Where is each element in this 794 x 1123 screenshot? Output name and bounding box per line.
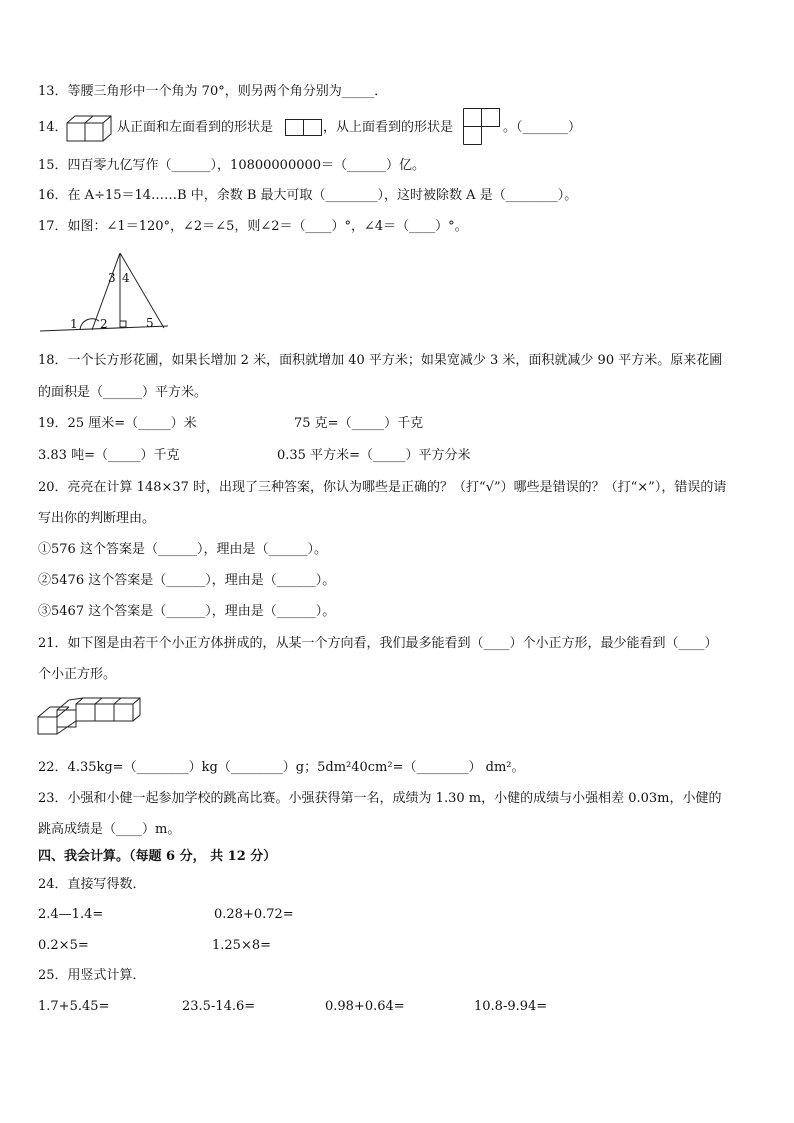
question-18-line1: 18．一个长方形花圃，如果长增加 2 米，面积就增加 40 平方米；如果宽减少 3 米，面积就减少 90 平方米。原来花圃 [38, 353, 723, 368]
question-14 [38, 119, 68, 137]
question-20-item-1-text: 576 这个答案是（______），理由是（______）。 [51, 542, 327, 557]
question-24-item-4: 1.25×8= [212, 938, 272, 953]
question-19-a: 19．25 厘米=（_____）米 [38, 416, 197, 431]
question-20-item-2 [38, 572, 335, 590]
question-20-line1: 20．亮亮在计算 148×37 时，出现了三种答案，你认为哪些是正确的？（打“√”）哪些是错误的？（打“×”），错误的请 [38, 480, 727, 495]
question-14-part2: ，从上面看到的形状是 [323, 120, 454, 135]
question-20-item-3-text: 5467 这个答案是（______），理由是（______）。 [51, 604, 336, 619]
angle-label-5: 5 [146, 316, 154, 330]
question-18-line2: 的面积是（______）平方米。 [38, 385, 208, 400]
question-20-line2: 写出你的判断理由。 [38, 511, 156, 526]
angle-label-3: 3 [108, 271, 116, 285]
circled-number-2: ② [38, 573, 52, 588]
section-4-heading: 四、我会计算。（每题 6 分， 共 12 分） [38, 849, 277, 864]
question-21-line1: 21．如下图是由若干个小正方体拼成的，从某一个方向看，我们最多能看到（____）个小正方形，最少能看到（____） [38, 636, 718, 651]
question-14-number: 14． [38, 120, 68, 135]
question-17-triangle-figure [40, 250, 170, 335]
question-25-item-1: 1.7+5.45= [38, 999, 110, 1014]
question-24-title: 24．直接写得数． [38, 877, 146, 892]
question-17: 17．如图：∠1＝120°，∠2＝∠5，则∠2＝（____）°，∠4＝（____）°。 [38, 219, 468, 234]
question-22: 22．4.35kg=（________）kg（________）g；5dm²40cm²=（________） dm²。 [38, 760, 525, 775]
question-19-b: 75 克=（_____）千克 [294, 416, 424, 431]
question-19-c: 3.83 吨=（_____）千克 [38, 448, 180, 463]
question-21-line2: 个小正方形。 [38, 667, 117, 682]
question-20-item-3 [38, 603, 335, 621]
question-21-cubes-figure [38, 697, 148, 739]
question-25-title: 25．用竖式计算． [38, 968, 146, 983]
question-23-line1: 23．小强和小健一起参加学校的跳高比赛。小强获得第一名，成绩为 1.30 m，小健的成绩与小强相差 0.03m，小健的 [38, 791, 722, 806]
question-25-item-3: 0.98+0.64= [325, 999, 405, 1014]
question-25-item-4: 10.8-9.94= [474, 999, 548, 1014]
question-24-item-3: 0.2×5= [38, 938, 89, 953]
question-23-line2: 跳高成绩是（____）m。 [38, 822, 181, 837]
question-19-d: 0.35 平方米=（_____）平方分米 [277, 448, 471, 463]
circled-number-1: ① [38, 542, 52, 557]
question-13: 13．等腰三角形中一个角为 70°，则另两个角分别为_____． [38, 84, 388, 99]
question-20-item-2-text: 5476 这个答案是（______），理由是（______）。 [51, 573, 336, 588]
circled-number-3: ③ [38, 604, 52, 619]
angle-label-2: 2 [100, 317, 108, 331]
question-14-front-view-figure [285, 119, 323, 137]
question-14-cubes-figure [65, 113, 115, 143]
angle-label-4: 4 [122, 271, 130, 285]
question-25-item-2: 23.5-14.6= [182, 999, 256, 1014]
question-24-item-1: 2.4—1.4= [38, 907, 104, 922]
question-14-top-view-figure [463, 108, 501, 146]
question-20-item-1 [38, 541, 327, 559]
question-16: 16．在 A÷15＝14……B 中，余数 B 最大可取（________），这时被除数 A 是（________）。 [38, 188, 578, 203]
angle-label-1: 1 [70, 317, 78, 331]
question-14-part3: 。（_______） [503, 120, 582, 135]
question-14-part1: 从正面和左面看到的形状是 [117, 120, 274, 135]
question-15: 15．四百零九亿写作（______），10800000000＝（______）亿。 [38, 158, 426, 173]
question-24-item-2: 0.28+0.72= [214, 907, 294, 922]
